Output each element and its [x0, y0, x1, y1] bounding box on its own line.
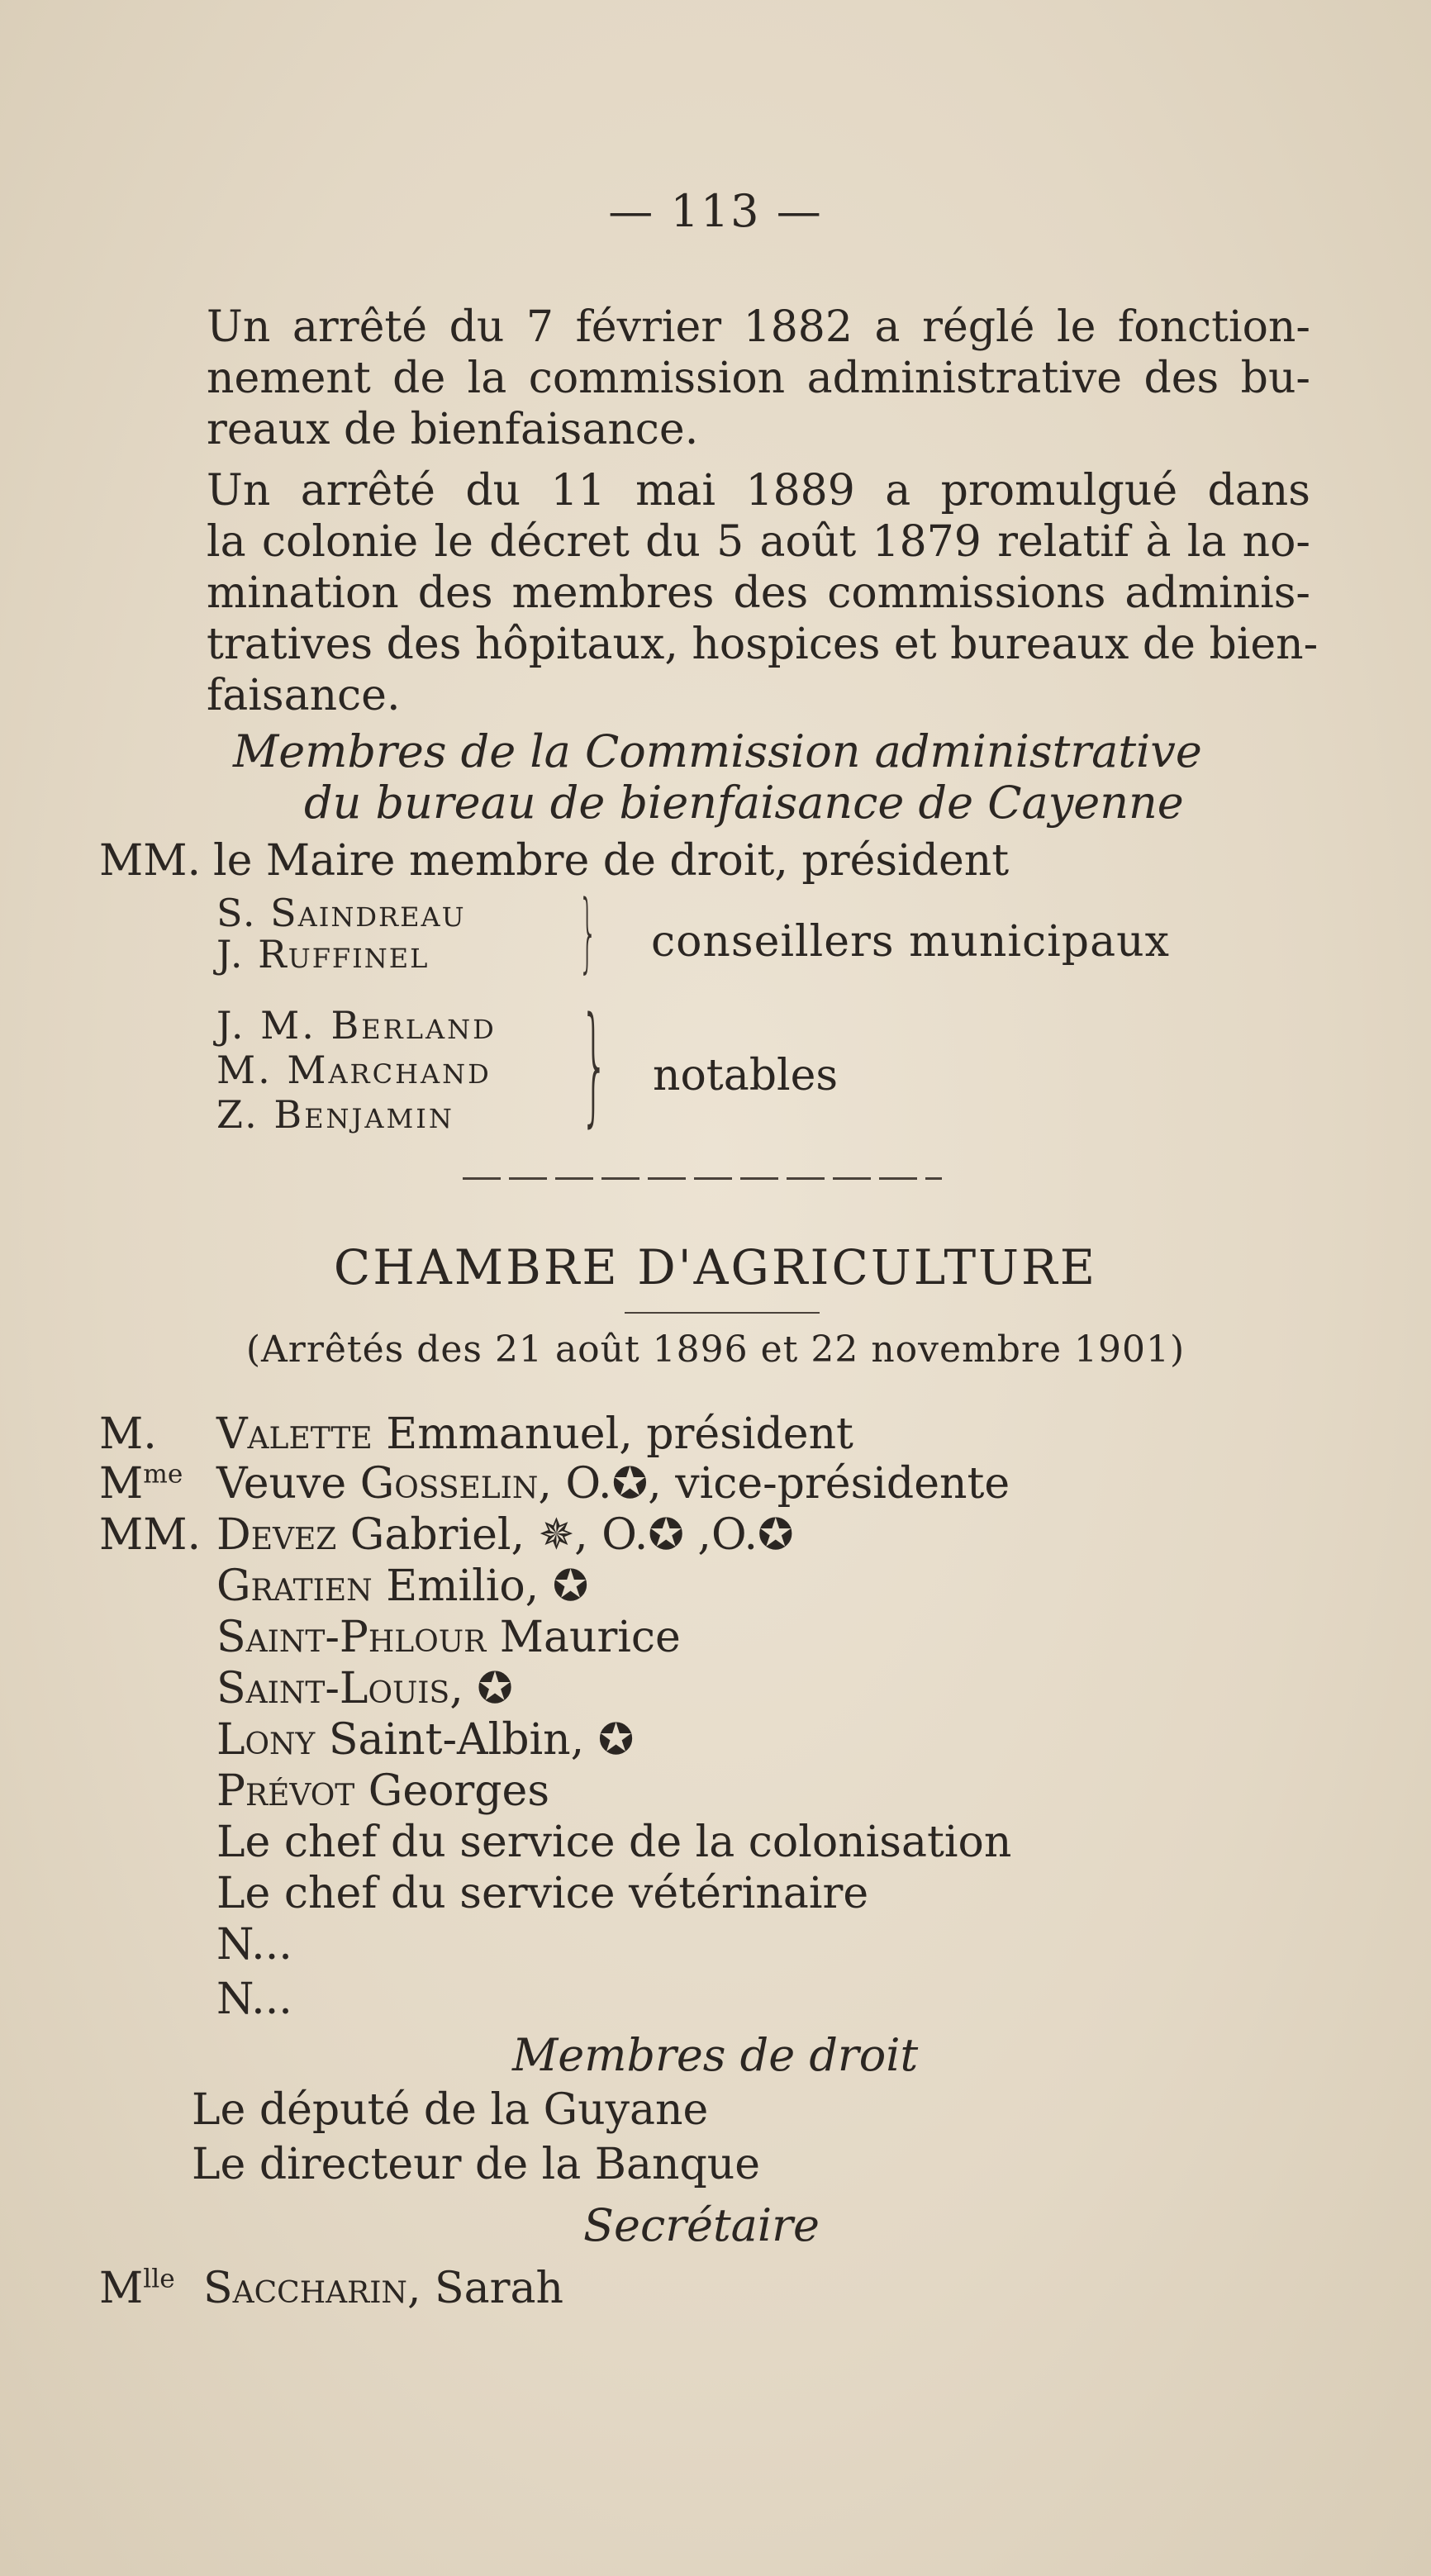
member-surname: Devez — [216, 1510, 337, 1560]
member-details: Gabriel, ✵, O.✪ ,O.✪ — [336, 1510, 794, 1560]
member-name: J. M. Berland — [216, 1003, 497, 1048]
member-prefix: $M^{me}$ — [99, 1459, 183, 1509]
section-subtitle: (Arrêtés des 21 août 1896 et 22 novembre 1901) — [245, 1328, 1186, 1371]
paragraph-line: Un arrêté du 7 février 1882 a réglé le fonction- — [207, 302, 1310, 352]
member-row — [216, 1766, 549, 1816]
president-line: le Maire membre de droit, président — [213, 836, 1010, 886]
member-details: , O.✪, vice-présidente — [538, 1459, 1010, 1509]
paragraph-1 — [207, 302, 1310, 455]
member-surname: Saint-Louis — [216, 1664, 450, 1713]
paragraph-line: tratives des hôpitaux, hospices et bureaux de bien- — [207, 620, 1319, 669]
title-underline — [625, 1312, 820, 1314]
member-row — [216, 1613, 681, 1662]
section-title: CHAMBRE D'AGRICULTURE — [333, 1239, 1098, 1295]
president-prefix: MM. — [99, 836, 202, 886]
paragraph-line: faisance. — [207, 671, 401, 720]
title-superscript: lle — [143, 2264, 175, 2294]
member-details: Maurice — [486, 1613, 681, 1662]
page-number: — 113 — — [608, 185, 823, 237]
paragraph-line: reaux de bienfaisance. — [207, 405, 699, 454]
member-row: Le chef du service de la colonisation — [216, 1818, 1012, 1867]
ex-officio-member: Le député de la Guyane — [192, 2085, 709, 2135]
member-name: J. Ruffinel — [216, 932, 430, 977]
member-row — [216, 1664, 513, 1713]
member-details: , ✪ — [449, 1664, 513, 1713]
secretary-heading: Secrétaire — [583, 2199, 820, 2251]
secretary-details: , Sarah — [406, 2264, 563, 2313]
member-details: Emilio, ✪ — [372, 1561, 589, 1611]
paragraph-2 — [207, 465, 1319, 721]
member-name: Z. Benjamin — [216, 1092, 454, 1137]
ex-officio-member: Le directeur de la Banque — [192, 2140, 761, 2189]
member-surname: Veuve Gosselin — [216, 1459, 539, 1509]
secretary-surname: Saccharin — [203, 2264, 407, 2313]
member-row: Le chef du service vétérinaire — [216, 1869, 869, 1918]
paragraph-line: mination des membres des commissions adminis- — [207, 568, 1310, 618]
commission-heading-line2: du bureau de bienfaisance de Cayenne — [304, 777, 1184, 829]
member-name: S. Saindreau — [216, 891, 466, 935]
ex-officio-heading: Membres de droit — [512, 2029, 919, 2081]
member-details: Georges — [354, 1766, 550, 1816]
member-row: N... — [216, 1920, 292, 1970]
member-row — [216, 1409, 853, 1459]
member-row: N... — [216, 1975, 292, 2024]
group1-role: conseillers municipaux — [651, 917, 1170, 967]
member-row — [216, 1510, 794, 1560]
member-row — [216, 1561, 588, 1611]
member-prefix: MM. — [99, 1510, 202, 1560]
paragraph-line: nement de la commission administrative des bu- — [207, 354, 1310, 403]
member-prefix: M. — [99, 1409, 157, 1459]
member-surname: Lony — [216, 1715, 316, 1765]
member-surname: Prévot — [216, 1766, 355, 1816]
paragraph-line: Un arrêté du 11 mai 1889 a promulgué dans — [207, 466, 1310, 516]
brace-icon: } — [578, 882, 598, 982]
member-details: Saint-Albin, ✪ — [315, 1715, 635, 1765]
member-row — [216, 1459, 1010, 1509]
member-name: M. Marchand — [216, 1048, 492, 1092]
commission-heading-line1: Membres de la Commission administrative — [233, 725, 1202, 777]
title-superscript: me — [143, 1459, 183, 1490]
member-surname: Saint-Phlour — [216, 1613, 487, 1662]
secretary-prefix: $M^{lle}$ — [99, 2264, 175, 2313]
member-surname: Gratien — [216, 1561, 373, 1611]
section-separator — [463, 1177, 942, 1180]
secretary-row — [203, 2264, 563, 2313]
member-details: Emmanuel, président — [372, 1409, 853, 1459]
member-surname: Valette — [216, 1409, 373, 1459]
brace-icon: } — [580, 989, 609, 1139]
paragraph-line: la colonie le décret du 5 août 1879 relatif à la no- — [207, 517, 1310, 567]
group2-role: notables — [653, 1051, 839, 1100]
member-row — [216, 1715, 634, 1765]
